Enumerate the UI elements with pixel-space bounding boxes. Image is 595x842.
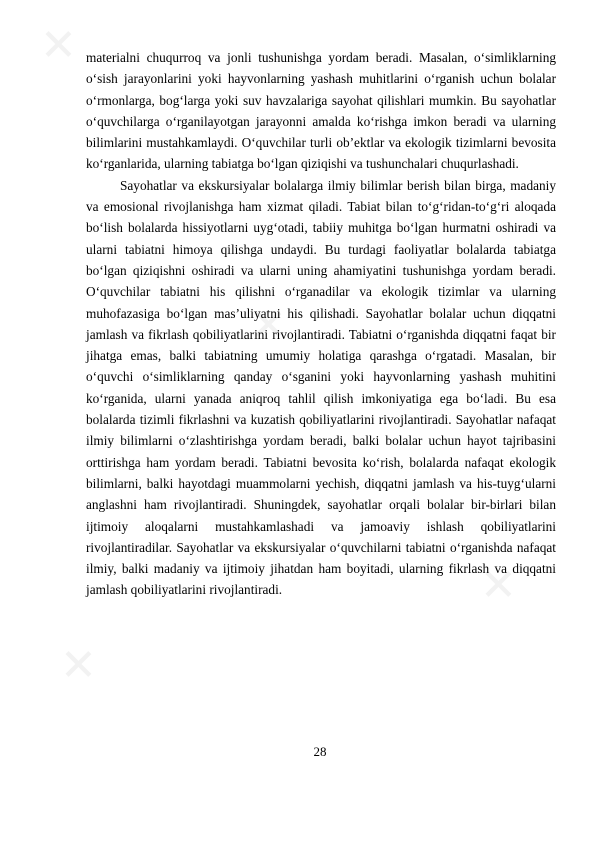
body-text [86,47,556,601]
watermark: ✕ ✕ ✕ ✕ [40,20,519,691]
page-number: 28 [313,744,327,759]
paragraph-2: Sayohatlar va ekskursiyalar bolalarga ilmiy bilimlar berish bilan birga, madaniy va emosional rivojlanishga ham xizmat qiladi. Tabiat bilan to‘g‘ridan-to‘g‘ri aloqada bo‘lish bolalarda hissiyotlarni uyg‘otadi, tabiiy muhitga bo‘lgan hurmatni oshiradi va ularni tabiatni himoya qilishga undaydi. Bu turdagi faoliyatlar bolalarda tabiatga bo‘lgan qiziqishni oshiradi va ularni uning ahamiyatini tushunishga yordam beradi. O‘quvchilar tabiatni his qilishni o‘rganadilar va ekologik tizimlar va ularning muhofazasiga bo‘lgan mas’uliyatni his qilishadi. Sayohatlar bolalar uchun diqqatni jamlash va fikrlash qobiliyatlarini rivojlantiradi. Tabiatni o‘rganishda diqqatni faqat bir jihatga emas, balki tabiatning umumiy holatiga qarashga o‘rgatadi. Masalan, bir o‘quvchi o‘simliklarning qanday o‘sganini yoki hayvonlarning yashash muhitini ko‘rganida, ularni yanada aniqroq tahlil qilish imkoniyatiga ega bo‘ladi. Bu esa bolalarda tizimli fikrlashni va kuzatish qobiliyatlarini rivojlantiradi. Sayohatlar nafaqat ilmiy bilimlarni o‘zlashtirishga yordam beradi, balki bolalar uchun hayot tajribasini orttirishga ham yordam beradi. Tabiatni bevosita ko‘rish, bolalarda nafaqat ekologik bilimlarni, balki hayotdagi muammolarni yechish, diqqatni jamlash va his-tuyg‘ularni anglashni ham rivojlantiradi. Shuningdek, sayohatlar orqali bolalar bir-birlari bilan ijtimoiy aloqalarni mustahkamlashadi va jamoaviy ishlash qobiliyatlarini rivojlantiradilar. Sayohatlar va ekskursiyalar o‘quvchilarni tabiatni o‘rganishda nafaqat ilmiy, balki madaniy va ijtimoiy jihatdan ham boyitadi, ularning fikrlash va diqqatni jamlash qobiliyatlarini rivojlantiradi. [86,177,556,598]
paragraph-1: materialni chuqurroq va jonli tushunishga yordam beradi. Masalan, o‘simliklarning o‘sish jarayonlarini yoki hayvonlarning yashash muhitlarini o‘rganish uchun bolalar o‘rmonlarga, bog‘larga yoki suv havzalariga sayohat qilishlari mumkin. Bu sayohatlar o‘quvchilarga o‘rganilayotgan jarayonni amalda ko‘rishga imkon beradi va ularning bilimlarini mustahkamlaydi. O‘quvchilar turli ob’ektlar va ekologik tizimlarni bevosita ko‘rganlarida, ularning tabiatga bo‘lgan qiziqishi va tushunchalari chuqurlashadi. [86,50,556,172]
